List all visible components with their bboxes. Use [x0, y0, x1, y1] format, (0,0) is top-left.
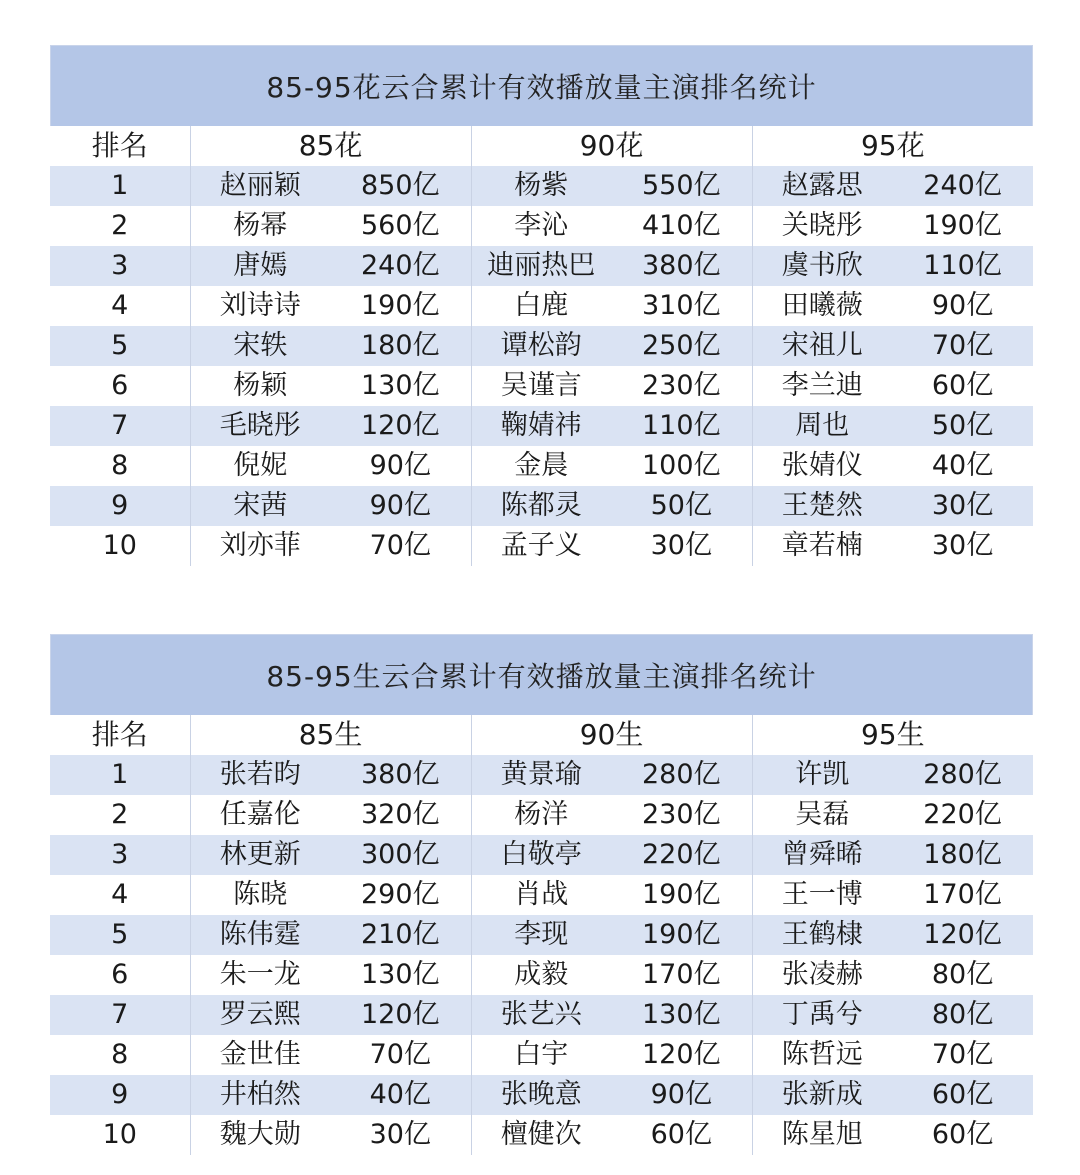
table-row	[50, 406, 1033, 446]
table-title: 85-95花云合累计有效播放量主演排名统计	[50, 45, 1033, 126]
name-cell: 迪丽热巴	[471, 246, 611, 286]
value-cell: 80亿	[892, 995, 1033, 1035]
table-row	[50, 955, 1033, 995]
table-row	[50, 206, 1033, 246]
name-cell: 吴磊	[752, 795, 892, 835]
name-cell: 陈伟霆	[190, 915, 330, 955]
ranking-grid	[50, 126, 1033, 566]
value-cell: 230亿	[611, 366, 752, 406]
value-cell: 180亿	[892, 835, 1033, 875]
rank-header: 排名	[50, 126, 190, 166]
name-cell: 朱一龙	[190, 955, 330, 995]
value-cell: 190亿	[611, 915, 752, 955]
value-cell: 50亿	[611, 486, 752, 526]
name-cell: 魏大勋	[190, 1115, 330, 1155]
rank-cell: 9	[50, 1075, 190, 1115]
name-cell: 王楚然	[752, 486, 892, 526]
value-cell: 380亿	[611, 246, 752, 286]
value-cell: 310亿	[611, 286, 752, 326]
rank-cell: 4	[50, 286, 190, 326]
table-row	[50, 835, 1033, 875]
value-cell: 30亿	[611, 526, 752, 566]
name-cell: 林更新	[190, 835, 330, 875]
name-cell: 田曦薇	[752, 286, 892, 326]
value-cell: 90亿	[892, 286, 1033, 326]
name-cell: 许凯	[752, 755, 892, 795]
value-cell: 280亿	[611, 755, 752, 795]
name-cell: 杨紫	[471, 166, 611, 206]
value-cell: 290亿	[330, 875, 471, 915]
name-cell: 李兰迪	[752, 366, 892, 406]
value-cell: 180亿	[330, 326, 471, 366]
name-cell: 井柏然	[190, 1075, 330, 1115]
rank-cell: 5	[50, 915, 190, 955]
name-cell: 宋茜	[190, 486, 330, 526]
value-cell: 130亿	[330, 955, 471, 995]
value-cell: 300亿	[330, 835, 471, 875]
value-cell: 50亿	[892, 406, 1033, 446]
group-header: 95花	[752, 126, 1033, 166]
name-cell: 白鹿	[471, 286, 611, 326]
value-cell: 410亿	[611, 206, 752, 246]
name-cell: 任嘉伦	[190, 795, 330, 835]
table-row	[50, 755, 1033, 795]
name-cell: 杨洋	[471, 795, 611, 835]
name-cell: 赵丽颖	[190, 166, 330, 206]
name-cell: 孟子义	[471, 526, 611, 566]
value-cell: 60亿	[892, 366, 1033, 406]
name-cell: 曾舜晞	[752, 835, 892, 875]
rank-cell: 5	[50, 326, 190, 366]
name-cell: 倪妮	[190, 446, 330, 486]
value-cell: 80亿	[892, 955, 1033, 995]
name-cell: 张艺兴	[471, 995, 611, 1035]
value-cell: 70亿	[330, 1035, 471, 1075]
rank-cell: 1	[50, 755, 190, 795]
name-cell: 李现	[471, 915, 611, 955]
name-cell: 赵露思	[752, 166, 892, 206]
group-header: 85生	[190, 715, 471, 755]
table-row	[50, 286, 1033, 326]
name-cell: 王鹤棣	[752, 915, 892, 955]
value-cell: 40亿	[892, 446, 1033, 486]
table-row	[50, 526, 1033, 566]
rank-cell: 6	[50, 366, 190, 406]
name-cell: 宋祖儿	[752, 326, 892, 366]
value-cell: 240亿	[892, 166, 1033, 206]
name-cell: 张凌赫	[752, 955, 892, 995]
name-cell: 罗云熙	[190, 995, 330, 1035]
value-cell: 60亿	[892, 1075, 1033, 1115]
table-row	[50, 915, 1033, 955]
value-cell: 850亿	[330, 166, 471, 206]
rank-cell: 8	[50, 1035, 190, 1075]
value-cell: 240亿	[330, 246, 471, 286]
name-cell: 张若昀	[190, 755, 330, 795]
name-cell: 白宇	[471, 1035, 611, 1075]
rank-cell: 10	[50, 526, 190, 566]
value-cell: 90亿	[330, 446, 471, 486]
table-row	[50, 486, 1033, 526]
value-cell: 70亿	[330, 526, 471, 566]
name-cell: 唐嫣	[190, 246, 330, 286]
name-cell: 周也	[752, 406, 892, 446]
value-cell: 120亿	[330, 406, 471, 446]
value-cell: 550亿	[611, 166, 752, 206]
value-cell: 30亿	[892, 526, 1033, 566]
name-cell: 金世佳	[190, 1035, 330, 1075]
rank-cell: 4	[50, 875, 190, 915]
table-row	[50, 366, 1033, 406]
value-cell: 130亿	[611, 995, 752, 1035]
rank-cell: 3	[50, 246, 190, 286]
value-cell: 90亿	[611, 1075, 752, 1115]
value-cell: 130亿	[330, 366, 471, 406]
rank-cell: 2	[50, 206, 190, 246]
group-header: 90花	[471, 126, 752, 166]
name-cell: 张婧仪	[752, 446, 892, 486]
value-cell: 190亿	[330, 286, 471, 326]
rank-cell: 7	[50, 995, 190, 1035]
table-body	[50, 755, 1033, 1155]
value-cell: 60亿	[892, 1115, 1033, 1155]
table-row	[50, 995, 1033, 1035]
value-cell: 220亿	[611, 835, 752, 875]
name-cell: 成毅	[471, 955, 611, 995]
name-cell: 张晚意	[471, 1075, 611, 1115]
value-cell: 210亿	[330, 915, 471, 955]
table-row	[50, 1115, 1033, 1155]
name-cell: 檀健次	[471, 1115, 611, 1155]
rank-header: 排名	[50, 715, 190, 755]
value-cell: 70亿	[892, 326, 1033, 366]
rank-cell: 1	[50, 166, 190, 206]
name-cell: 鞠婧祎	[471, 406, 611, 446]
name-cell: 刘诗诗	[190, 286, 330, 326]
rank-cell: 10	[50, 1115, 190, 1155]
value-cell: 280亿	[892, 755, 1033, 795]
value-cell: 30亿	[892, 486, 1033, 526]
value-cell: 30亿	[330, 1115, 471, 1155]
name-cell: 王一博	[752, 875, 892, 915]
rank-cell: 6	[50, 955, 190, 995]
value-cell: 40亿	[330, 1075, 471, 1115]
value-cell: 190亿	[611, 875, 752, 915]
table-title: 85-95生云合累计有效播放量主演排名统计	[50, 634, 1033, 715]
table-row	[50, 1075, 1033, 1115]
rank-cell: 2	[50, 795, 190, 835]
table-row	[50, 326, 1033, 366]
name-cell: 陈都灵	[471, 486, 611, 526]
value-cell: 60亿	[611, 1115, 752, 1155]
name-cell: 肖战	[471, 875, 611, 915]
table-body	[50, 166, 1033, 566]
name-cell: 陈晓	[190, 875, 330, 915]
name-cell: 丁禹兮	[752, 995, 892, 1035]
name-cell: 白敬亭	[471, 835, 611, 875]
group-header: 85花	[190, 126, 471, 166]
name-cell: 陈星旭	[752, 1115, 892, 1155]
value-cell: 250亿	[611, 326, 752, 366]
name-cell: 陈哲远	[752, 1035, 892, 1075]
name-cell: 金晨	[471, 446, 611, 486]
name-cell: 杨幂	[190, 206, 330, 246]
value-cell: 110亿	[611, 406, 752, 446]
name-cell: 张新成	[752, 1075, 892, 1115]
name-cell: 黄景瑜	[471, 755, 611, 795]
table-row	[50, 246, 1033, 286]
value-cell: 90亿	[330, 486, 471, 526]
rank-cell: 8	[50, 446, 190, 486]
table-row	[50, 166, 1033, 206]
value-cell: 190亿	[892, 206, 1033, 246]
value-cell: 70亿	[892, 1035, 1033, 1075]
value-cell: 170亿	[611, 955, 752, 995]
name-cell: 宋轶	[190, 326, 330, 366]
name-cell: 毛晓彤	[190, 406, 330, 446]
value-cell: 380亿	[330, 755, 471, 795]
value-cell: 230亿	[611, 795, 752, 835]
value-cell: 320亿	[330, 795, 471, 835]
group-header: 90生	[471, 715, 752, 755]
table-row	[50, 446, 1033, 486]
rank-cell: 9	[50, 486, 190, 526]
rank-cell: 3	[50, 835, 190, 875]
name-cell: 关晓彤	[752, 206, 892, 246]
table-row	[50, 1035, 1033, 1075]
ranking-table-actresses	[50, 45, 1033, 566]
value-cell: 560亿	[330, 206, 471, 246]
ranking-grid	[50, 715, 1033, 1155]
name-cell: 杨颖	[190, 366, 330, 406]
value-cell: 120亿	[892, 915, 1033, 955]
group-header: 95生	[752, 715, 1033, 755]
table-row	[50, 875, 1033, 915]
ranking-table-actors	[50, 634, 1033, 1155]
name-cell: 刘亦菲	[190, 526, 330, 566]
name-cell: 章若楠	[752, 526, 892, 566]
rank-cell: 7	[50, 406, 190, 446]
name-cell: 吴谨言	[471, 366, 611, 406]
value-cell: 120亿	[611, 1035, 752, 1075]
value-cell: 100亿	[611, 446, 752, 486]
name-cell: 虞书欣	[752, 246, 892, 286]
table-row	[50, 795, 1033, 835]
value-cell: 220亿	[892, 795, 1033, 835]
name-cell: 谭松韵	[471, 326, 611, 366]
name-cell: 李沁	[471, 206, 611, 246]
value-cell: 170亿	[892, 875, 1033, 915]
value-cell: 110亿	[892, 246, 1033, 286]
value-cell: 120亿	[330, 995, 471, 1035]
